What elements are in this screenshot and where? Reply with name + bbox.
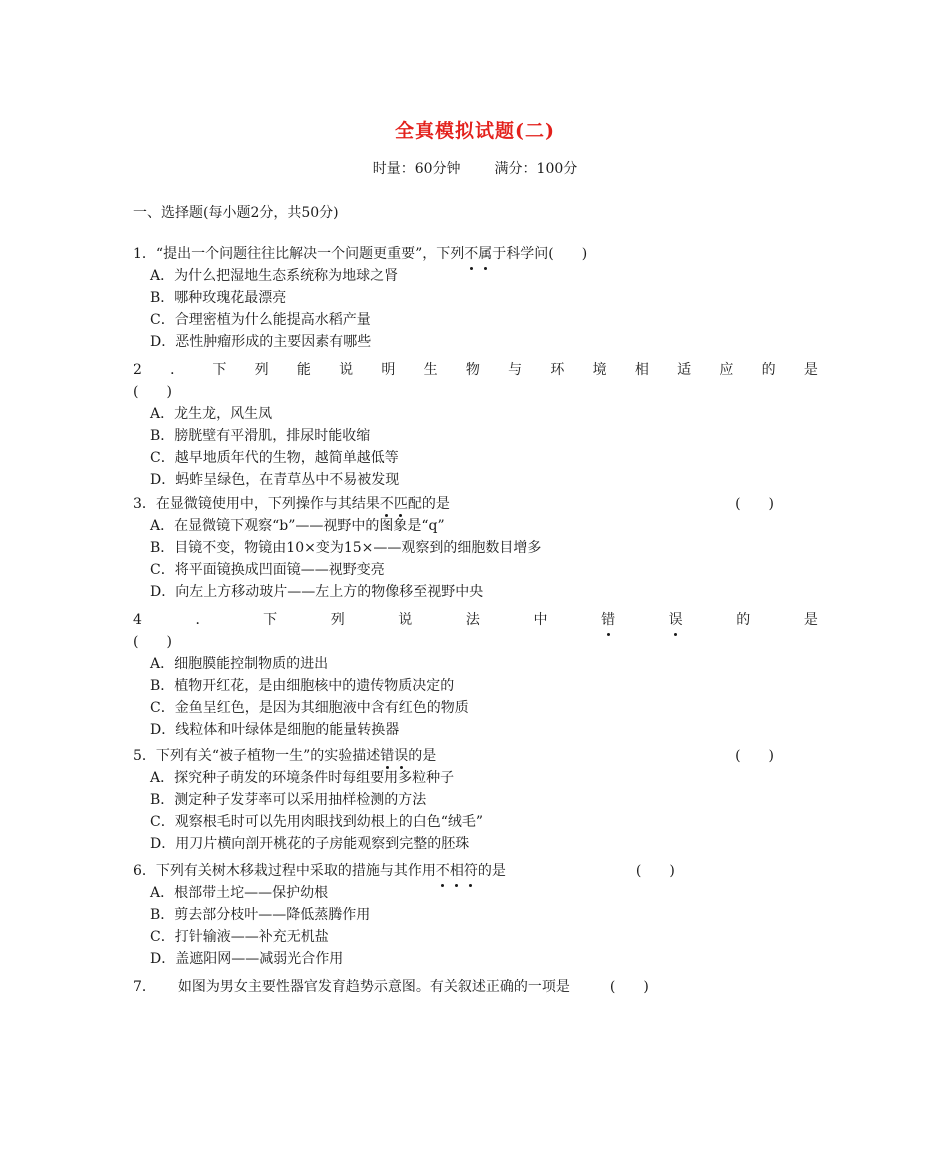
option-d: D．线粒体和叶绿体是细胞的能量转换器 xyxy=(150,722,400,738)
option-c: C．越早地质年代的生物，越简单越低等 xyxy=(150,450,399,466)
option-b: B．哪种玫瑰花最漂亮 xyxy=(150,290,287,306)
exam-meta xyxy=(0,158,950,178)
option-c: C．将平面镜换成凹面镜——视野变亮 xyxy=(150,562,385,578)
option-a: A．细胞膜能控制物质的进出 xyxy=(150,656,329,672)
option-a: A．根部带土坨——保护幼根 xyxy=(150,885,329,901)
option-d: D．恶性肿瘤形成的主要因素有哪些 xyxy=(150,334,372,350)
option-a: A．龙生龙，风生凤 xyxy=(150,406,273,422)
question-4-stem: 4 ． 下 列 说 法 中 错 误 的 是 xyxy=(133,609,818,631)
question-3 xyxy=(133,493,818,603)
option-b: B．膀胱壁有平滑肌，排尿时能收缩 xyxy=(150,428,371,444)
question-4-paren: ( ) xyxy=(133,634,172,650)
question-2-stem: 2 ． 下 列 能 说 明 生 物 与 环 境 相 适 应 的 是 xyxy=(133,362,818,378)
question-5 xyxy=(133,745,818,855)
question-6 xyxy=(133,860,818,970)
exam-title: 全真模拟试题(二) xyxy=(395,120,555,142)
question-2 xyxy=(133,359,818,491)
question-7 xyxy=(133,976,818,998)
option-c: C．合理密植为什么能提高水稻产量 xyxy=(150,312,371,328)
option-b: B．剪去部分枝叶——降低蒸腾作用 xyxy=(150,907,371,923)
option-c: C．金鱼呈红色，是因为其细胞液中含有红色的物质 xyxy=(150,700,469,716)
option-a: A．探究种子萌发的环境条件时每组要用多粒种子 xyxy=(150,770,455,786)
option-b: B．测定种子发芽率可以采用抽样检测的方法 xyxy=(150,792,427,808)
full-score: 满分：100分 xyxy=(494,161,578,177)
question-1-stem: 1．“提出一个问题往往比解决一个问题更重要”，下列 不 属 于科学问( ) xyxy=(133,243,818,265)
option-b: B．目镜不变，物镜由10×变为15×——观察到的细胞数目增多 xyxy=(150,540,542,556)
option-a: A．在显微镜下观察“b”——视野中的图象是“q” xyxy=(150,518,445,534)
question-2-paren: ( ) xyxy=(133,384,172,400)
question-7-stem: 7． 如图为男女主要性器官发育趋势示意图。有关叙述正确的一项是 ( ) xyxy=(133,979,649,995)
option-b: B．植物开红花，是由细胞核中的遗传物质决定的 xyxy=(150,678,455,694)
option-a: A．为什么把湿地生态系统称为地球之肾 xyxy=(150,268,399,284)
option-d: D．向左上方移动玻片——左上方的物像移至视野中央 xyxy=(150,584,484,600)
option-d: D．用刀片横向剖开桃花的子房能观察到完整的胚珠 xyxy=(150,836,470,852)
question-3-stem: 3．在显微镜使用中，下列操作与其结果不匹配的是 ( ) xyxy=(133,496,774,512)
option-d: D．蚂蚱呈绿色，在青草丛中不易被发现 xyxy=(150,472,400,488)
time-limit: 时量：60分钟 xyxy=(372,161,461,177)
question-4 xyxy=(133,609,818,741)
section-heading: 一、选择题(每小题2分，共50分) xyxy=(133,205,339,221)
question-6-stem: 6．下列有关树木移栽过程中采取的措施与其作用 不 相 符 的是 ( ) xyxy=(133,860,818,882)
option-c: C．打针输液——补充无机盐 xyxy=(150,929,329,945)
option-c: C．观察根毛时可以先用肉眼找到幼根上的白色“绒毛” xyxy=(150,814,484,830)
option-d: D．盖遮阳网——减弱光合作用 xyxy=(150,951,344,967)
question-1 xyxy=(133,243,818,353)
question-5-stem: 5．下列有关“被子植物一生”的实验描述错误的是 ( ) xyxy=(133,748,774,764)
